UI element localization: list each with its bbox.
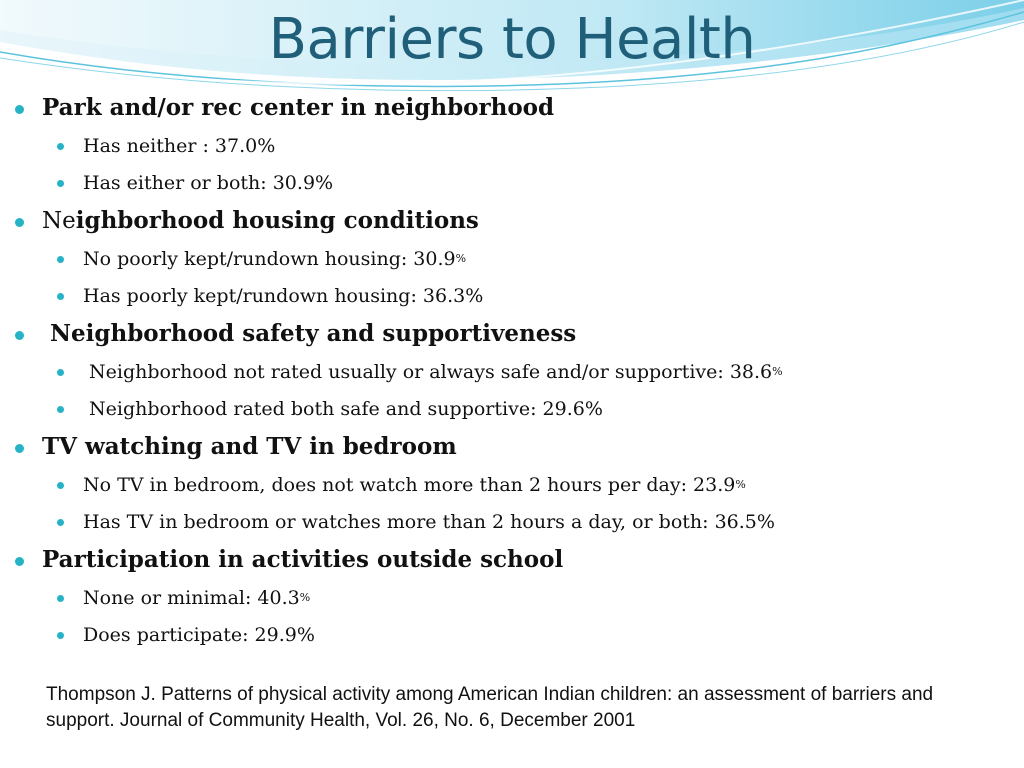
circle-bullet-icon: [15, 105, 24, 114]
heading-text: Neighborhood safety and supportiveness: [42, 320, 577, 347]
circle-bullet-icon: [57, 369, 64, 376]
circle-bullet-icon: [57, 143, 64, 150]
list-item: [12, 503, 1002, 540]
list-item: [12, 277, 1002, 314]
section-heading-safety: [12, 314, 1002, 353]
list-item: [12, 164, 1002, 201]
item-text: No TV in bedroom, does not watch more than 2 hours per day: 23.9: [83, 473, 736, 496]
bullet-list: [12, 88, 1002, 653]
citation-text: Thompson J. Patterns of physical activity among American Indian children: an assessment of barriers and support. Journal of Community Health, Vol. 26, No. 6, December 2001: [46, 684, 934, 731]
circle-bullet-icon: [57, 519, 64, 526]
item-text: Has neither : 37.0%: [83, 134, 276, 157]
list-item: Neighborhood not rated usually or always safe and/or supportive: 38.6 %: [12, 353, 1002, 390]
list-item: [12, 616, 1002, 653]
section-heading-tv: [12, 427, 1002, 466]
circle-bullet-icon: [57, 293, 64, 300]
list-item: No TV in bedroom, does not watch more than 2 hours per day: 23.9 %: [12, 466, 1002, 503]
circle-bullet-icon: [57, 256, 64, 263]
item-text: Has poorly kept/rundown housing: 36.3%: [83, 284, 484, 307]
section-heading-activities: [12, 540, 1002, 579]
heading-text: TV watching and TV in bedroom: [42, 433, 457, 460]
list-item: [12, 390, 1002, 427]
section-heading-housing: [12, 201, 1002, 240]
heading-prefix: Ne: [42, 207, 76, 234]
heading-text: Participation in activities outside school: [42, 546, 564, 573]
circle-bullet-icon: [15, 557, 24, 566]
circle-bullet-icon: [57, 595, 64, 602]
circle-bullet-icon: [57, 406, 64, 413]
item-text: Neighborhood rated both safe and supportive: 29.6%: [83, 397, 603, 420]
circle-bullet-icon: [15, 218, 24, 227]
heading-text: Park and/or rec center in neighborhood: [42, 94, 555, 121]
item-text: Has TV in bedroom or watches more than 2 hours a day, or both: 36.5%: [83, 510, 775, 533]
circle-bullet-icon: [15, 331, 24, 340]
section-heading-parks: [12, 88, 1002, 127]
item-text: None or minimal: 40.3: [83, 586, 300, 609]
item-text: Does participate: 29.9%: [83, 623, 315, 646]
circle-bullet-icon: [57, 180, 64, 187]
list-item: No poorly kept/rundown housing: 30.9 %: [12, 240, 1002, 277]
slide-title: Barriers to Health: [268, 7, 756, 72]
heading-text: ighborhood housing conditions: [75, 207, 479, 234]
item-text: Has either or both: 30.9%: [83, 171, 334, 194]
list-item: [12, 127, 1002, 164]
list-item: None or minimal: 40.3 %: [12, 579, 1002, 616]
circle-bullet-icon: [57, 482, 64, 489]
item-text: No poorly kept/rundown housing: 30.9: [83, 247, 456, 270]
item-text: Neighborhood not rated usually or always safe and/or supportive: 38.6: [83, 360, 773, 383]
circle-bullet-icon: [57, 632, 64, 639]
circle-bullet-icon: [15, 444, 24, 453]
